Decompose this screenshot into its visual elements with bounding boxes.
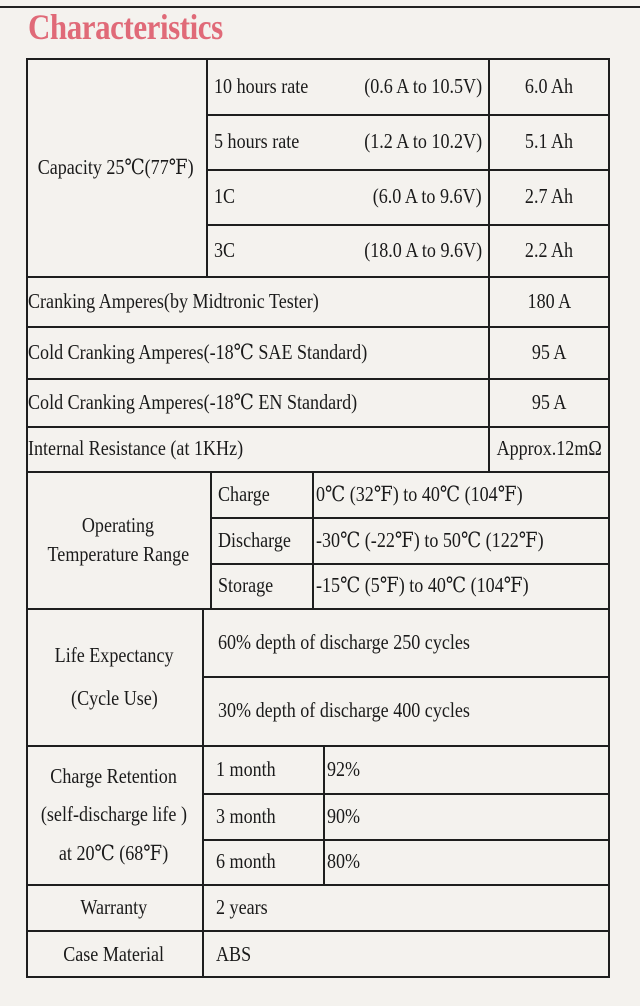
retention-label-line3: at 20℃ (68℉) [59,840,169,865]
operating-mode-cell [210,471,312,517]
capacity-rate: 10 hours rate [214,73,309,98]
life-label-line2: (Cycle Use) [70,685,158,710]
resistance-value: Approx.12mΩ [496,436,602,461]
capacity-value: 6.0 Ah [524,73,574,98]
grid-line [488,58,490,471]
grid-line [206,58,208,276]
grid-line [206,224,610,226]
cranking-value: 180 A [527,288,571,313]
capacity-cond-cell [316,114,488,169]
retention-period: 3 month [216,803,276,828]
grid-line [210,471,212,608]
case-material-value-cell [202,930,610,978]
retention-value-cell [323,793,610,839]
case-material-label: Case Material [63,941,165,966]
grid-line [26,378,610,380]
capacity-label-cell [26,58,206,276]
operating-range-cell [312,471,610,517]
cca-en-value: 95 A [531,389,567,414]
grid-line [26,326,610,328]
grid-line [26,745,610,747]
life-row: 60% depth of discharge 250 cycles [218,629,470,654]
operating-mode: Charge [218,481,270,506]
cranking-value-cell [488,276,610,326]
grid-line [206,169,610,171]
case-material-value: ABS [216,941,252,966]
page-title: Characteristics [28,7,223,47]
capacity-value-cell [488,169,610,224]
operating-mode: Discharge [218,527,291,552]
retention-period-cell [202,793,323,839]
grid-line [323,745,325,884]
characteristics-table [26,58,610,978]
capacity-rate-cell [206,224,313,276]
capacity-value: 5.1 Ah [524,129,574,154]
grid-line [26,471,610,473]
operating-label-line2: Temperature Range [47,541,189,566]
resistance-label-cell [26,426,488,471]
operating-range: -15℃ (5℉) to 40℃ (104℉) [316,573,529,598]
cca-en-label: Cold Cranking Amperes(-18℃ EN Standard) [28,389,358,414]
grid-line [26,884,610,886]
operating-range-cell [312,517,610,563]
capacity-cond-cell [316,169,488,224]
grid-line [210,563,610,565]
operating-range: 0℃ (32℉) to 40℃ (104℉) [316,481,523,506]
retention-value: 80% [327,849,361,874]
grid-line [26,608,610,610]
operating-label-cell [26,471,210,608]
grid-line [26,426,610,428]
capacity-rate: 1C [214,184,236,209]
capacity-cond-cell [316,224,488,276]
table-border [26,58,610,60]
cca-sae-value-cell [488,326,610,378]
capacity-value-cell [488,114,610,169]
operating-range: -30℃ (-22℉) to 50℃ (122℉) [316,527,544,552]
grid-line [202,839,610,841]
capacity-value-cell [488,58,610,114]
retention-period-cell [202,839,323,884]
operating-mode-cell [210,563,312,608]
capacity-rate-cell [206,169,313,224]
table-border [26,976,610,978]
capacity-label: Capacity 25℃(77℉) [38,154,194,179]
retention-period: 1 month [216,756,276,781]
capacity-rate-cell [206,58,313,114]
grid-line [202,793,610,795]
retention-label-line2: (self-discharge life ) [40,802,188,827]
operating-mode-cell [210,517,312,563]
cranking-label: Cranking Amperes(by Midtronic Tester) [28,288,319,313]
capacity-cond: (1.2 A to 10.2V) [364,129,482,154]
grid-line [210,517,610,519]
capacity-cond: (18.0 A to 9.6V) [364,237,482,262]
retention-period: 6 month [216,849,276,874]
resistance-label: Internal Resistance (at 1KHz) [28,436,244,461]
capacity-rate: 5 hours rate [214,129,300,154]
cca-sae-label: Cold Cranking Amperes(-18℃ SAE Standard) [28,339,368,364]
cranking-label-cell [26,276,488,326]
warranty-value: 2 years [216,894,268,919]
cca-en-label-cell [26,378,488,426]
cca-sae-label-cell [26,326,488,378]
grid-line [202,676,610,678]
life-row: 30% depth of discharge 400 cycles [218,698,470,723]
capacity-cond: (0.6 A to 10.5V) [364,73,482,98]
warranty-value-cell [202,884,610,930]
operating-range-cell [312,563,610,608]
cca-en-value-cell [488,378,610,426]
retention-label-line1: Charge Retention [50,763,178,788]
retention-value-cell [323,839,610,884]
capacity-value: 2.2 Ah [524,237,574,262]
grid-line [206,114,610,116]
capacity-value: 2.7 Ah [524,184,574,209]
cca-sae-value: 95 A [531,339,567,364]
capacity-rate: 3C [214,237,236,262]
warranty-label-cell [26,884,202,930]
retention-value-cell [323,745,610,793]
life-row-cell [202,608,610,676]
operating-mode: Storage [218,573,274,598]
capacity-cond-cell [316,58,488,114]
warranty-label: Warranty [80,894,148,919]
retention-value: 90% [327,803,361,828]
grid-line [26,930,610,932]
life-label-cell [26,608,202,745]
grid-line [312,471,314,608]
capacity-value-cell [488,224,610,276]
case-material-label-cell [26,930,202,978]
table-border [26,58,28,978]
grid-line [26,276,610,278]
retention-period-cell [202,745,323,793]
retention-label-cell [26,745,202,884]
capacity-cond: (6.0 A to 9.6V) [373,184,482,209]
resistance-value-cell [488,426,610,471]
life-row-cell [202,676,610,745]
retention-value: 92% [327,756,361,781]
operating-label-line1: Operating [81,513,155,538]
capacity-rate-cell [206,114,313,169]
life-label-line1: Life Expectancy [54,643,174,668]
